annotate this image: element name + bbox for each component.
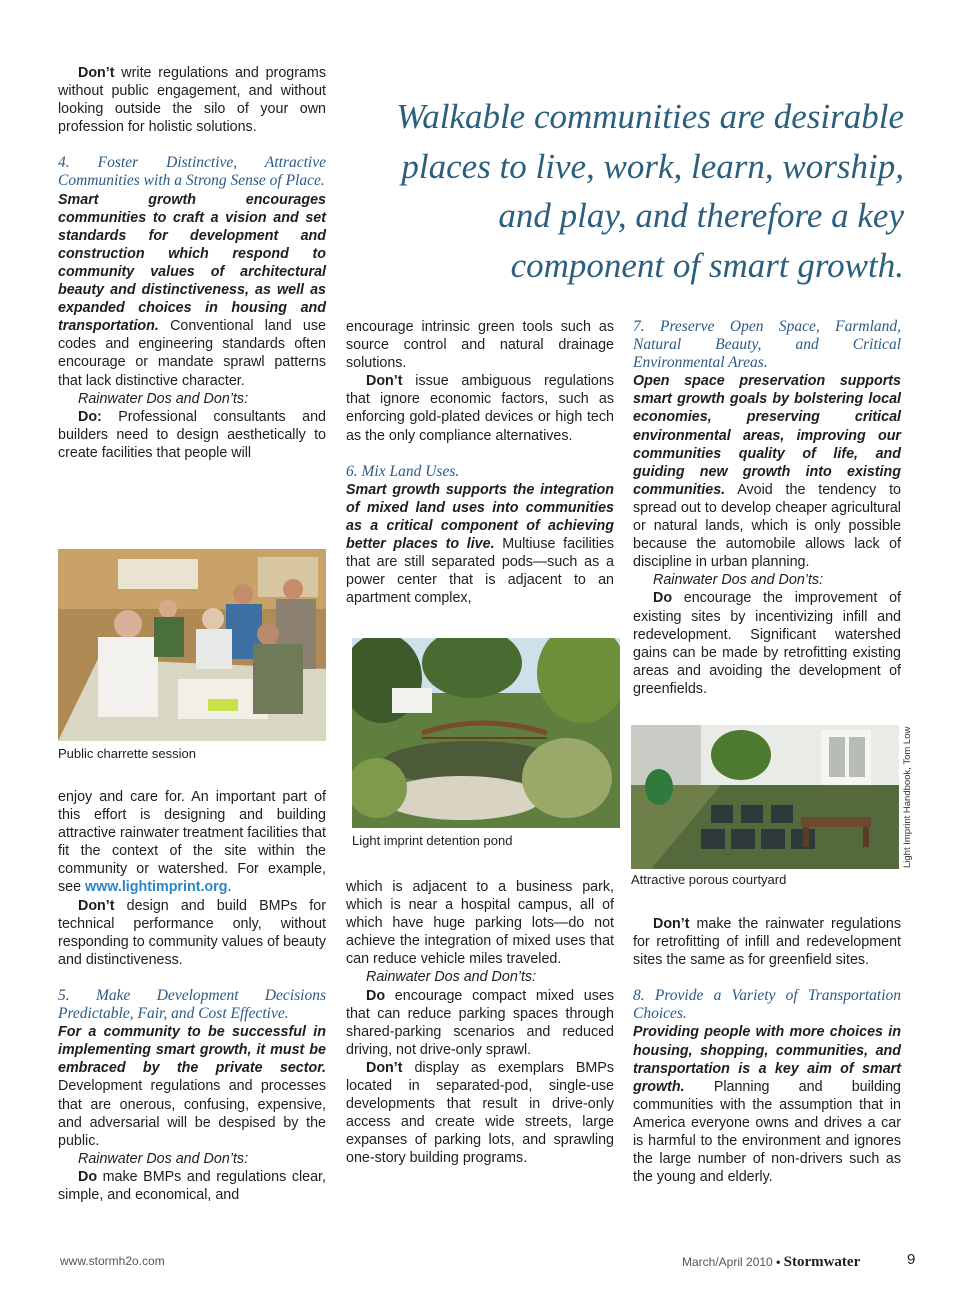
lead-word: Do bbox=[366, 987, 386, 1004]
lead-sentence: For a community to be successful in implementing smart growth, it must be embraced by the private sector. bbox=[58, 1024, 326, 1077]
paragraph bbox=[58, 897, 326, 969]
detention-pond-photo bbox=[352, 638, 620, 828]
body-text: make the rainwater regulations for retrofitting of infill and redevelopment sites the same as for greenfield sites. bbox=[633, 916, 901, 969]
paragraph bbox=[346, 1059, 614, 1168]
column-3-bottom bbox=[633, 915, 901, 1186]
footer-issue bbox=[682, 1254, 860, 1271]
lead-word: Do bbox=[653, 590, 673, 607]
body-text: Development regulations and processes that are onerous, confusing, expensive, and adversarial will be despised by the public. bbox=[58, 1078, 326, 1149]
dos-heading: Rainwater Dos and Don’ts: bbox=[366, 969, 537, 986]
dos-heading: Rainwater Dos and Don’ts: bbox=[653, 572, 824, 589]
footer-url: www.stormh2o.com bbox=[60, 1254, 165, 1268]
magazine-name: Stormwater bbox=[783, 1254, 861, 1270]
lead-word: Do: bbox=[78, 408, 102, 425]
section-heading-4: 4. Foster Distinctive, Attractive Communities with a Strong Sense of Place. bbox=[58, 154, 326, 190]
lead-word: Don’t bbox=[653, 916, 690, 932]
column-1-top bbox=[58, 64, 326, 462]
section-heading-6: 6. Mix Land Uses. bbox=[346, 462, 460, 480]
body-text: Conventional land use codes and engineering standards often encourage or mandate sprawl patterns that lack distinctive character. bbox=[58, 318, 326, 389]
pull-quote: Walkable communities are desirable places to live, work, learn, worship, and play, and therefore a key component of smart growth. bbox=[396, 97, 904, 285]
paragraph bbox=[58, 64, 326, 136]
body-text: design and build BMPs for technical performance only, without responding to community values of beauty and distinctiveness. bbox=[58, 897, 326, 968]
column-2-bottom bbox=[346, 878, 614, 1168]
bullet: • bbox=[776, 1255, 781, 1269]
paragraph bbox=[58, 191, 326, 390]
paragraph bbox=[58, 788, 326, 897]
column-3-top bbox=[633, 318, 901, 698]
lead-word: Don’t bbox=[78, 897, 115, 914]
paragraph: which is adjacent to a business park, which is near a hospital campus, all of which have huge parking lots—do not achieve the integration of mixed uses that can reduce vehicle miles traveled. bbox=[346, 879, 614, 968]
paragraph bbox=[58, 408, 326, 462]
column-2-top bbox=[346, 318, 614, 607]
paragraph bbox=[633, 915, 901, 969]
body-text: encourage compact mixed uses that can reduce parking spaces through shared-parking scenarios and reduced driving, not drive-only sprawl. bbox=[346, 987, 614, 1058]
lightimprint-link[interactable]: www.lightimprint.org bbox=[85, 879, 228, 896]
body-text: make BMPs and regulations clear, simple, and economical, and bbox=[58, 1168, 326, 1203]
section-heading-5: 5. Make Development Decisions Predictable, Fair, and Cost Effective. bbox=[58, 986, 326, 1023]
paragraph bbox=[346, 372, 614, 444]
body-text: Planning and building communities with the assumption that in America everyone owns and drives a car is harmful to the environment and ignores the large number of non-drivers such as the young and elderly. bbox=[633, 1078, 901, 1186]
lead-sentence: Smart growth supports the integration of mixed land uses into communities as a critical component of achieving better places to live. bbox=[346, 481, 614, 553]
paragraph bbox=[58, 1023, 326, 1150]
section-heading-8: 8. Provide a Variety of Transportation Choices. bbox=[633, 987, 901, 1023]
lead-word: Do bbox=[78, 1168, 98, 1185]
paragraph bbox=[633, 1023, 901, 1186]
paragraph bbox=[346, 481, 614, 608]
lead-sentence: Smart growth encourages communities to craft a vision and set standards for development and construction which respond to community values of architectural beauty and distinctiveness, as well as expanded choices in housing and transportation. bbox=[58, 191, 326, 335]
charrette-photo bbox=[58, 549, 326, 741]
lead-word: Don’t bbox=[366, 1059, 403, 1076]
body-text: Professional consultants and builders need to design aesthetically to create facilities that people will bbox=[58, 408, 326, 461]
body-text: Multiuse facilities that are still separated pods—such as a power center that is adjacent to an apartment complex, bbox=[346, 536, 614, 607]
photo-credit: Light Imprint Handbook, Tom Low bbox=[902, 726, 913, 868]
detention-pond-caption: Light imprint detention pond bbox=[352, 833, 513, 848]
charrette-caption: Public charrette session bbox=[58, 746, 197, 761]
body-text: . bbox=[227, 879, 232, 896]
page-number: 9 bbox=[907, 1251, 916, 1268]
lead-sentence: Providing people with more choices in housing, shopping, communities, and transportation is a key aim of smart growth. bbox=[633, 1024, 901, 1095]
courtyard-photo bbox=[631, 725, 899, 869]
lead-sentence: Open space preservation supports smart growth goals by bolstering local economies, preserving critical environmental areas, improving our communities quality of life, and guiding new growth into existing communities. bbox=[633, 373, 901, 498]
issue-date: March/April 2010 bbox=[682, 1255, 773, 1269]
paragraph bbox=[633, 372, 901, 571]
dos-heading: Rainwater Dos and Don’ts: bbox=[78, 1150, 249, 1167]
lead-word: Don’t bbox=[366, 373, 403, 390]
paragraph bbox=[58, 1168, 326, 1204]
paragraph bbox=[346, 987, 614, 1059]
lead-word: Don’t bbox=[78, 65, 115, 81]
body-text: Avoid the tendency to spread out to develop cheaper agricultural or natural lands, which is only possible because the automobile allows lack of discipline in urban planning. bbox=[633, 481, 901, 571]
column-1-bottom bbox=[58, 788, 326, 1204]
body-text: encourage the improvement of existing sites by incentivizing infill and redevelopment. Significant watershed gains can be made by retrofitting existing areas and avoiding the development of greenfields. bbox=[633, 590, 901, 697]
body-text: write regulations and programs without public engagement, and without looking outside the silo of your own profession for holistic solutions. bbox=[58, 65, 326, 136]
courtyard-caption: Attractive porous courtyard bbox=[631, 872, 787, 887]
body-text: issue ambiguous regulations that ignore economic factors, such as enforcing gold-plated devices or high tech as the only compliance alternatives. bbox=[346, 373, 614, 444]
dos-heading: Rainwater Dos and Don’ts: bbox=[78, 390, 249, 407]
body-text: display as exemplars BMPs located in separated-pod, single-use developments that result in drive-only access and create wide streets, large expanses of parking lots, and sprawling one-story building programs. bbox=[346, 1059, 614, 1167]
section-heading-7: 7. Preserve Open Space, Farmland, Natural Beauty, and Critical Environmental Areas. bbox=[633, 318, 901, 372]
body-text: enjoy and care for. An important part of this effort is designing and building attractive rainwater treatment facilities that fit the context of the site within the community or watershed. For example, see bbox=[58, 789, 326, 896]
paragraph bbox=[633, 589, 901, 698]
paragraph: encourage intrinsic green tools such as source control and natural drainage solutions. bbox=[346, 319, 614, 372]
